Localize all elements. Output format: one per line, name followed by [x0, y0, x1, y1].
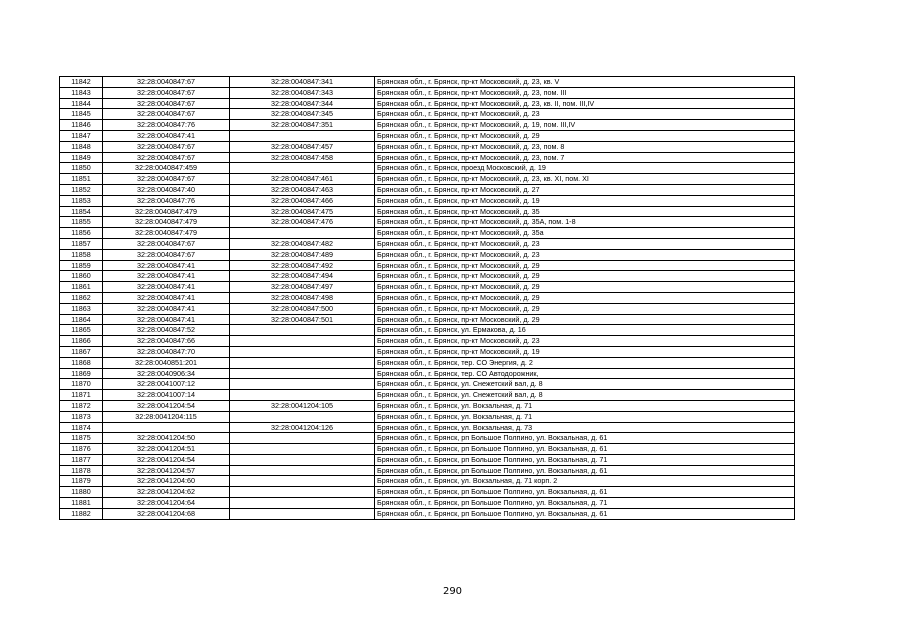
- parcel-number-cell: 32:28:0040847:479: [103, 217, 230, 228]
- parcel-number-cell: 32:28:0040847:67: [103, 152, 230, 163]
- row-number-cell: 11848: [60, 141, 103, 152]
- object-number-cell: [230, 433, 375, 444]
- row-number-cell: 11863: [60, 303, 103, 314]
- table-row: [60, 379, 795, 390]
- table-row: [60, 260, 795, 271]
- address-cell: Брянская обл., г. Брянск, рп Большое Полпино, ул. Вокзальная, д. 61: [375, 465, 795, 476]
- object-number-cell: 32:28:0040847:497: [230, 282, 375, 293]
- address-cell: Брянская обл., г. Брянск, пр-кт Московский, д. 29: [375, 271, 795, 282]
- address-cell: Брянская обл., г. Брянск, рп Большое Полпино, ул. Вокзальная, д. 71: [375, 454, 795, 465]
- row-number-cell: 11842: [60, 77, 103, 88]
- address-cell: Брянская обл., г. Брянск, пр-кт Московский, д. 27: [375, 184, 795, 195]
- table-row: [60, 292, 795, 303]
- parcel-number-cell: [103, 422, 230, 433]
- parcel-number-cell: 32:28:0040847:41: [103, 292, 230, 303]
- parcel-number-cell: 32:28:0040847:76: [103, 120, 230, 131]
- address-cell: Брянская обл., г. Брянск, пр-кт Московский, д. 23, кв. V: [375, 77, 795, 88]
- address-cell: Брянская обл., г. Брянск, ул. Вокзальная, д. 73: [375, 422, 795, 433]
- table-row: [60, 390, 795, 401]
- table-row: [60, 282, 795, 293]
- object-number-cell: [230, 411, 375, 422]
- address-cell: Брянская обл., г. Брянск, пр-кт Московский, д. 23, пом. III: [375, 87, 795, 98]
- object-number-cell: [230, 498, 375, 509]
- table-row: [60, 174, 795, 185]
- parcel-number-cell: 32:28:0040847:70: [103, 346, 230, 357]
- address-cell: Брянская обл., г. Брянск, пр-кт Московский, д. 23, кв. II, пом. III,IV: [375, 98, 795, 109]
- address-cell: Брянская обл., г. Брянск, пр-кт Московский, д. 23: [375, 249, 795, 260]
- address-cell: Брянская обл., г. Брянск, ул. Снежетский вал, д. 8: [375, 390, 795, 401]
- table-row: [60, 465, 795, 476]
- table-row: [60, 109, 795, 120]
- row-number-cell: 11880: [60, 487, 103, 498]
- address-cell: Брянская обл., г. Брянск, пр-кт Московский, д. 23: [375, 238, 795, 249]
- row-number-cell: 11854: [60, 206, 103, 217]
- table-row: [60, 120, 795, 131]
- table-row: [60, 303, 795, 314]
- parcel-number-cell: 32:28:0040847:459: [103, 163, 230, 174]
- object-number-cell: 32:28:0040847:463: [230, 184, 375, 195]
- page-number: 290: [442, 586, 463, 597]
- parcel-number-cell: 32:28:0041204:60: [103, 476, 230, 487]
- address-cell: Брянская обл., г. Брянск, пр-кт Московский, д. 29: [375, 303, 795, 314]
- object-number-cell: [230, 163, 375, 174]
- address-cell: Брянская обл., г. Брянск, рп Большое Полпино, ул. Вокзальная, д. 61: [375, 433, 795, 444]
- parcel-number-cell: 32:28:0040851:201: [103, 357, 230, 368]
- row-number-cell: 11864: [60, 314, 103, 325]
- object-number-cell: [230, 444, 375, 455]
- table-row: [60, 130, 795, 141]
- address-cell: Брянская обл., г. Брянск, рп Большое Полпино, ул. Вокзальная, д. 61: [375, 487, 795, 498]
- object-number-cell: 32:28:0041204:105: [230, 400, 375, 411]
- row-number-cell: 11861: [60, 282, 103, 293]
- parcel-number-cell: 32:28:0040847:41: [103, 282, 230, 293]
- table-row: [60, 87, 795, 98]
- parcel-number-cell: 32:28:0040847:479: [103, 228, 230, 239]
- parcel-number-cell: 32:28:0040847:76: [103, 195, 230, 206]
- row-number-cell: 11867: [60, 346, 103, 357]
- parcel-number-cell: 32:28:0040847:40: [103, 184, 230, 195]
- object-number-cell: 32:28:0040847:458: [230, 152, 375, 163]
- parcel-number-cell: 32:28:0040847:41: [103, 314, 230, 325]
- address-cell: Брянская обл., г. Брянск, пр-кт Московский, д. 29: [375, 260, 795, 271]
- row-number-cell: 11865: [60, 325, 103, 336]
- address-cell: Брянская обл., г. Брянск, пр-кт Московский, д. 29: [375, 292, 795, 303]
- table-row: [60, 411, 795, 422]
- address-cell: Брянская обл., г. Брянск, пр-кт Московский, д. 35А, пом. 1-8: [375, 217, 795, 228]
- address-cell: Брянская обл., г. Брянск, проезд Московский, д. 19: [375, 163, 795, 174]
- parcel-number-cell: 32:28:0040847:67: [103, 77, 230, 88]
- address-cell: Брянская обл., г. Брянск, пр-кт Московский, д. 29: [375, 314, 795, 325]
- parcel-number-cell: 32:28:0041204:115: [103, 411, 230, 422]
- object-number-cell: 32:28:0040847:461: [230, 174, 375, 185]
- parcel-number-cell: 32:28:0040847:67: [103, 174, 230, 185]
- row-number-cell: 11853: [60, 195, 103, 206]
- object-number-cell: 32:28:0040847:341: [230, 77, 375, 88]
- parcel-number-cell: 32:28:0040847:41: [103, 260, 230, 271]
- address-cell: Брянская обл., г. Брянск, рп Большое Полпино, ул. Вокзальная, д. 71: [375, 498, 795, 509]
- row-number-cell: 11878: [60, 465, 103, 476]
- table-row: [60, 98, 795, 109]
- object-number-cell: [230, 487, 375, 498]
- row-number-cell: 11852: [60, 184, 103, 195]
- parcel-number-cell: 32:28:0041204:62: [103, 487, 230, 498]
- table-row: [60, 508, 795, 519]
- object-number-cell: 32:28:0040847:343: [230, 87, 375, 98]
- object-number-cell: [230, 465, 375, 476]
- parcel-number-cell: 32:28:0040847:67: [103, 249, 230, 260]
- object-number-cell: [230, 228, 375, 239]
- address-cell: Брянская обл., г. Брянск, ул. Вокзальная, д. 71: [375, 400, 795, 411]
- object-number-cell: [230, 325, 375, 336]
- parcel-number-cell: 32:28:0040847:67: [103, 87, 230, 98]
- object-number-cell: [230, 336, 375, 347]
- object-number-cell: 32:28:0040847:345: [230, 109, 375, 120]
- object-number-cell: [230, 390, 375, 401]
- parcel-number-cell: 32:28:0040847:67: [103, 98, 230, 109]
- parcel-number-cell: 32:28:0041204:54: [103, 454, 230, 465]
- table-row: [60, 433, 795, 444]
- parcel-number-cell: 32:28:0040906:34: [103, 368, 230, 379]
- object-number-cell: 32:28:0040847:351: [230, 120, 375, 131]
- row-number-cell: 11871: [60, 390, 103, 401]
- row-number-cell: 11872: [60, 400, 103, 411]
- row-number-cell: 11879: [60, 476, 103, 487]
- address-cell: Брянская обл., г. Брянск, ул. Ермакова, д. 16: [375, 325, 795, 336]
- table-row: [60, 476, 795, 487]
- object-number-cell: 32:28:0040847:489: [230, 249, 375, 260]
- table-row: [60, 238, 795, 249]
- table-row: [60, 336, 795, 347]
- row-number-cell: 11870: [60, 379, 103, 390]
- table-row: [60, 498, 795, 509]
- object-number-cell: 32:28:0040847:501: [230, 314, 375, 325]
- object-number-cell: [230, 476, 375, 487]
- object-number-cell: 32:28:0040847:344: [230, 98, 375, 109]
- row-number-cell: 11881: [60, 498, 103, 509]
- address-cell: Брянская обл., г. Брянск, тер. СО Энергия, д. 2: [375, 357, 795, 368]
- table-row: [60, 400, 795, 411]
- address-cell: Брянская обл., г. Брянск, пр-кт Московский, д. 23, пом. 8: [375, 141, 795, 152]
- object-number-cell: 32:28:0040847:498: [230, 292, 375, 303]
- table-body: [60, 77, 795, 520]
- parcel-number-cell: 32:28:0040847:66: [103, 336, 230, 347]
- object-number-cell: 32:28:0040847:492: [230, 260, 375, 271]
- row-number-cell: 11843: [60, 87, 103, 98]
- row-number-cell: 11869: [60, 368, 103, 379]
- row-number-cell: 11866: [60, 336, 103, 347]
- row-number-cell: 11846: [60, 120, 103, 131]
- address-cell: Брянская обл., г. Брянск, пр-кт Московский, д. 29: [375, 282, 795, 293]
- row-number-cell: 11874: [60, 422, 103, 433]
- object-number-cell: 32:28:0040847:475: [230, 206, 375, 217]
- table-row: [60, 206, 795, 217]
- row-number-cell: 11858: [60, 249, 103, 260]
- table-row: [60, 249, 795, 260]
- table-row: [60, 141, 795, 152]
- address-cell: Брянская обл., г. Брянск, пр-кт Московский, д. 19: [375, 346, 795, 357]
- address-cell: Брянская обл., г. Брянск, тер. СО Автодорожник,: [375, 368, 795, 379]
- row-number-cell: 11876: [60, 444, 103, 455]
- table-row: [60, 325, 795, 336]
- object-number-cell: 32:28:0040847:476: [230, 217, 375, 228]
- table-row: [60, 195, 795, 206]
- table-row: [60, 152, 795, 163]
- row-number-cell: 11845: [60, 109, 103, 120]
- row-number-cell: 11868: [60, 357, 103, 368]
- cadastral-table: [59, 76, 795, 520]
- table-row: [60, 217, 795, 228]
- address-cell: Брянская обл., г. Брянск, ул. Вокзальная, д. 71 корп. 2: [375, 476, 795, 487]
- row-number-cell: 11873: [60, 411, 103, 422]
- address-cell: Брянская обл., г. Брянск, ул. Вокзальная, д. 71: [375, 411, 795, 422]
- address-cell: Брянская обл., г. Брянск, пр-кт Московский, д. 23: [375, 109, 795, 120]
- row-number-cell: 11844: [60, 98, 103, 109]
- row-number-cell: 11862: [60, 292, 103, 303]
- parcel-number-cell: 32:28:0041007:14: [103, 390, 230, 401]
- document-table-container: [59, 76, 794, 520]
- row-number-cell: 11855: [60, 217, 103, 228]
- address-cell: Брянская обл., г. Брянск, пр-кт Московский, д. 35: [375, 206, 795, 217]
- row-number-cell: 11882: [60, 508, 103, 519]
- address-cell: Брянская обл., г. Брянск, рп Большое Полпино, ул. Вокзальная, д. 61: [375, 444, 795, 455]
- row-number-cell: 11847: [60, 130, 103, 141]
- object-number-cell: 32:28:0040847:457: [230, 141, 375, 152]
- address-cell: Брянская обл., г. Брянск, пр-кт Московский, д. 29: [375, 130, 795, 141]
- parcel-number-cell: 32:28:0040847:67: [103, 109, 230, 120]
- address-cell: Брянская обл., г. Брянск, пр-кт Московский, д. 23, пом. 7: [375, 152, 795, 163]
- parcel-number-cell: 32:28:0041007:12: [103, 379, 230, 390]
- parcel-number-cell: 32:28:0041204:54: [103, 400, 230, 411]
- object-number-cell: 32:28:0041204:126: [230, 422, 375, 433]
- parcel-number-cell: 32:28:0040847:41: [103, 271, 230, 282]
- table-row: [60, 184, 795, 195]
- table-row: [60, 444, 795, 455]
- table-row: [60, 422, 795, 433]
- parcel-number-cell: 32:28:0040847:67: [103, 141, 230, 152]
- parcel-number-cell: 32:28:0041204:51: [103, 444, 230, 455]
- address-cell: Брянская обл., г. Брянск, рп Большое Полпино, ул. Вокзальная, д. 61: [375, 508, 795, 519]
- row-number-cell: 11860: [60, 271, 103, 282]
- table-row: [60, 163, 795, 174]
- table-row: [60, 228, 795, 239]
- object-number-cell: 32:28:0040847:482: [230, 238, 375, 249]
- object-number-cell: [230, 130, 375, 141]
- table-row: [60, 271, 795, 282]
- address-cell: Брянская обл., г. Брянск, ул. Снежетский вал, д. 8: [375, 379, 795, 390]
- row-number-cell: 11856: [60, 228, 103, 239]
- parcel-number-cell: 32:28:0041204:50: [103, 433, 230, 444]
- object-number-cell: [230, 368, 375, 379]
- parcel-number-cell: 32:28:0041204:68: [103, 508, 230, 519]
- address-cell: Брянская обл., г. Брянск, пр-кт Московский, д. 35а: [375, 228, 795, 239]
- parcel-number-cell: 32:28:0040847:479: [103, 206, 230, 217]
- address-cell: Брянская обл., г. Брянск, пр-кт Московский, д. 23: [375, 336, 795, 347]
- object-number-cell: 32:28:0040847:500: [230, 303, 375, 314]
- parcel-number-cell: 32:28:0040847:41: [103, 130, 230, 141]
- row-number-cell: 11859: [60, 260, 103, 271]
- parcel-number-cell: 32:28:0041204:57: [103, 465, 230, 476]
- table-row: [60, 314, 795, 325]
- parcel-number-cell: 32:28:0041204:64: [103, 498, 230, 509]
- table-row: [60, 357, 795, 368]
- row-number-cell: 11851: [60, 174, 103, 185]
- object-number-cell: 32:28:0040847:466: [230, 195, 375, 206]
- object-number-cell: [230, 454, 375, 465]
- object-number-cell: [230, 508, 375, 519]
- object-number-cell: [230, 346, 375, 357]
- row-number-cell: 11857: [60, 238, 103, 249]
- object-number-cell: [230, 379, 375, 390]
- address-cell: Брянская обл., г. Брянск, пр-кт Московский, д. 19, пом. III,IV: [375, 120, 795, 131]
- table-row: [60, 454, 795, 465]
- object-number-cell: 32:28:0040847:494: [230, 271, 375, 282]
- parcel-number-cell: 32:28:0040847:52: [103, 325, 230, 336]
- table-row: [60, 346, 795, 357]
- row-number-cell: 11877: [60, 454, 103, 465]
- parcel-number-cell: 32:28:0040847:41: [103, 303, 230, 314]
- object-number-cell: [230, 357, 375, 368]
- table-row: [60, 487, 795, 498]
- row-number-cell: 11849: [60, 152, 103, 163]
- address-cell: Брянская обл., г. Брянск, пр-кт Московский, д. 23, кв. XI, пом. XI: [375, 174, 795, 185]
- row-number-cell: 11875: [60, 433, 103, 444]
- table-row: [60, 77, 795, 88]
- parcel-number-cell: 32:28:0040847:67: [103, 238, 230, 249]
- address-cell: Брянская обл., г. Брянск, пр-кт Московский, д. 19: [375, 195, 795, 206]
- row-number-cell: 11850: [60, 163, 103, 174]
- table-row: [60, 368, 795, 379]
